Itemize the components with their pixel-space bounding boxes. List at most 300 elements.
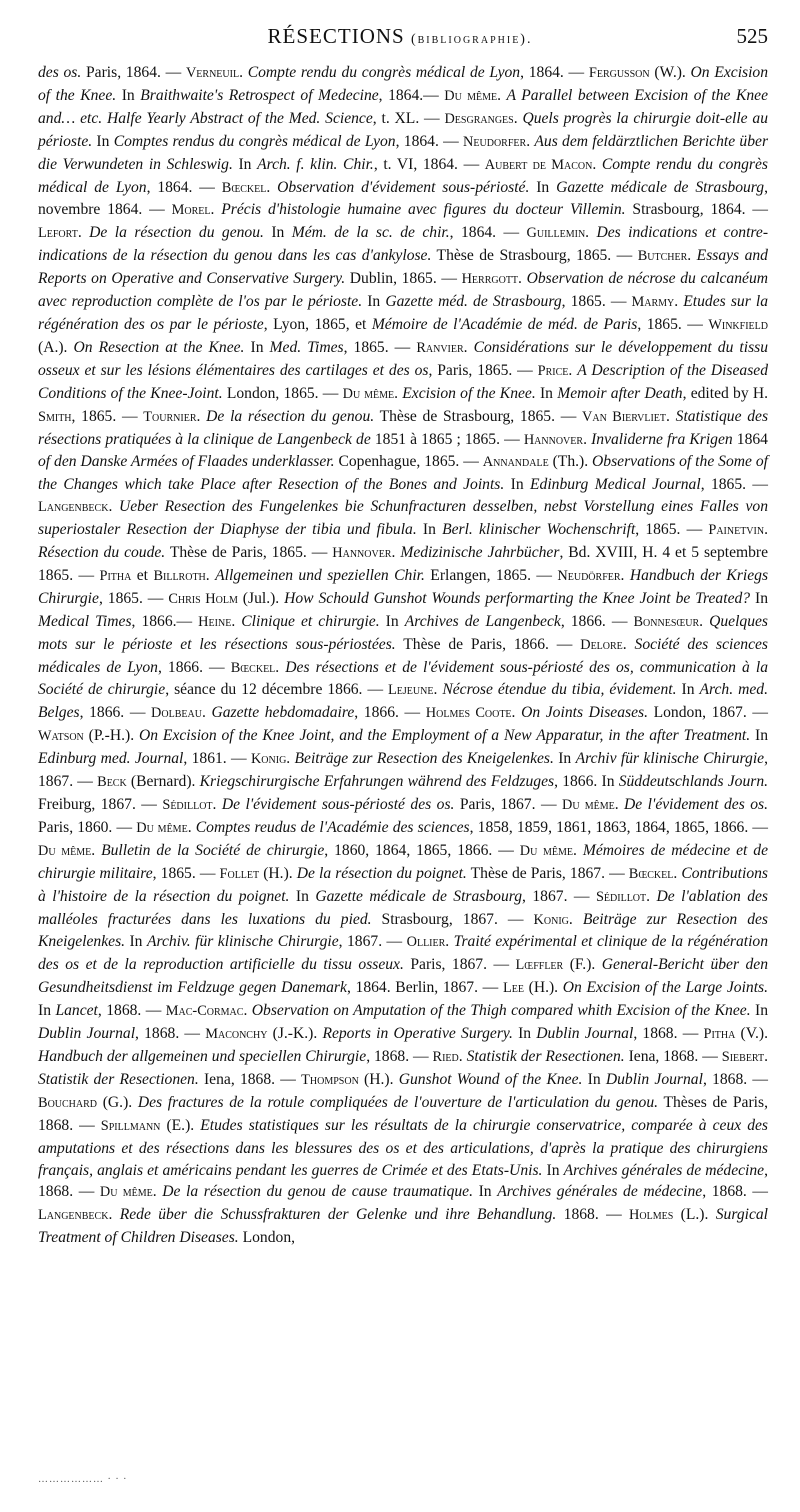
plain-text: , novembre 1864. — bbox=[38, 178, 768, 219]
plain-text: , 1865. — bbox=[343, 338, 417, 356]
plain-text: In bbox=[289, 887, 316, 905]
author-name: Lejeune bbox=[388, 682, 434, 699]
author-name: Van Biervliet bbox=[582, 408, 667, 425]
italic-title: Mém. de la sc. de chir. bbox=[291, 224, 450, 242]
italic-title: Observation d'évidement sous-périosté. bbox=[277, 178, 530, 196]
plain-text: Copenhague, 1865. — bbox=[334, 453, 483, 471]
author-name: Du même bbox=[561, 797, 615, 813]
author-name: Smith bbox=[38, 408, 72, 425]
plain-text: . bbox=[187, 818, 196, 836]
plain-text: 1851 à 1865 ; 1865. — bbox=[370, 430, 524, 448]
italic-title: How Schould Gunshot Wounds performarting the Knee Joint be Treated? bbox=[284, 589, 751, 607]
author-name: Painetvin bbox=[708, 522, 765, 539]
italic-title: Invaliderne fra Krigen bbox=[591, 430, 733, 448]
plain-text: In bbox=[582, 1070, 606, 1088]
plain-text: In bbox=[473, 1183, 498, 1201]
plain-text: , 1865. — bbox=[152, 864, 220, 882]
plain-text: (Jul.). bbox=[237, 589, 285, 607]
italic-title: Dublin Journal bbox=[38, 1025, 136, 1043]
plain-text: In bbox=[504, 476, 531, 494]
italic-title: Statistik der Resectionen. bbox=[38, 1070, 199, 1088]
author-name: Beck bbox=[97, 774, 127, 791]
plain-text: . bbox=[620, 566, 630, 584]
author-name: Lefort bbox=[38, 225, 78, 242]
italic-title: De la résection du genou. bbox=[89, 224, 264, 242]
italic-title: Des indications et contre-indications de la résection du genou dans les cas d'ankylose. bbox=[38, 224, 769, 265]
plain-text: , 1864. Berlin, 1867. — bbox=[346, 979, 503, 997]
author-name: Mac-Cormac bbox=[165, 1003, 244, 1020]
italic-title: Archiv. für klinische Chirurgie bbox=[146, 933, 339, 951]
italic-title: Mémoires de médecine et de chirurgie militaire bbox=[38, 841, 769, 882]
plain-text: , séance du 12 décembre 1866. — bbox=[165, 681, 389, 699]
plain-text: (F.). bbox=[563, 956, 602, 974]
plain-text: (L.). bbox=[673, 1206, 716, 1224]
plain-text: Erlangen, 1865. — bbox=[424, 566, 558, 584]
italic-title: Handbuch der allgemeinen und speciellen Chirurgie bbox=[38, 1047, 367, 1065]
author-name: Konig bbox=[533, 911, 569, 928]
italic-title: Lancet bbox=[55, 1002, 98, 1020]
italic-title: Edinburg med. Journal bbox=[38, 750, 184, 768]
italic-title: Excision of the Knee. bbox=[402, 384, 536, 402]
author-name: Delore bbox=[580, 636, 623, 653]
author-name: Hannover bbox=[332, 545, 392, 562]
plain-text: . bbox=[699, 612, 710, 630]
running-title-subtitle: (bibliographie). bbox=[410, 32, 533, 47]
plain-text: , 1864. — bbox=[395, 132, 464, 150]
plain-text: . bbox=[592, 155, 602, 173]
italic-title: Précis d'histologie humaine avec figures du docteur Villemin. bbox=[221, 201, 626, 219]
plain-text: In bbox=[750, 1002, 769, 1020]
plain-text: , 1858, 1859, 1861, 1863, 1864, 1865, 1866. — bbox=[469, 818, 768, 836]
italic-title: Aus dem feldärztlichen Berichte über die Verwundeten in Schleswig. bbox=[38, 132, 769, 173]
author-name: Heine bbox=[198, 613, 232, 630]
plain-text: , 1864. — bbox=[520, 64, 589, 81]
italic-title: On Resection at the Knee. bbox=[73, 338, 245, 356]
plain-text: Strasbourg, 1864. — bbox=[625, 201, 769, 219]
italic-title: Etudes statistiques sur les résultats de la chirurgie conservatrice, comparée à ceux des amputations et des résections dans les blessures des os et des articulations, d'après la pratique des chirurgiens français, anglais et américains pendant les guerres de Crimée et des Etats-Unis. bbox=[38, 1116, 768, 1179]
italic-title: Reports in Operative Surgery. bbox=[322, 1025, 513, 1043]
italic-title: Comptes reudus de l'Académie des sciences bbox=[195, 818, 470, 836]
plain-text: . bbox=[394, 384, 403, 402]
plain-text: In bbox=[750, 727, 769, 745]
plain-text: In bbox=[38, 1002, 56, 1020]
author-name: Langenbeck bbox=[38, 499, 109, 516]
plain-text: In bbox=[542, 1161, 564, 1179]
plain-text: . bbox=[568, 910, 583, 928]
plain-text: Thèse de Paris, 1865. — bbox=[165, 544, 333, 562]
italic-title: Observations of the Some of the Changes which take Place after Resection of the Bones and Joints. bbox=[38, 453, 768, 494]
author-name: Fergusson bbox=[588, 65, 650, 81]
plain-text: . bbox=[622, 635, 635, 653]
plain-text: Thèse de Paris, 1867. — bbox=[466, 864, 629, 882]
author-name: Siebert bbox=[721, 1048, 765, 1065]
plain-text: , 1866. — bbox=[157, 658, 231, 676]
plain-text: , 1868. — bbox=[135, 1025, 206, 1043]
italic-title: Süddeutschlands Journ. bbox=[618, 773, 769, 791]
italic-title: On Excision of the Knee. bbox=[38, 64, 769, 104]
italic-title: Arch. f. klin. Chir. bbox=[257, 155, 374, 173]
author-name: Watson bbox=[38, 728, 84, 745]
italic-title: Ueber Resection des Fungelenkes bie Schunfracturen desselben, nebst Vorstellung eines Falles von superiostaler Resection der Diaphyse der tibia und fibula. bbox=[38, 498, 768, 539]
italic-title: Archives de Langenbeck bbox=[404, 612, 561, 630]
plain-text: Paris, 1867. — bbox=[454, 796, 562, 813]
plain-text: . bbox=[445, 933, 454, 951]
plain-text: , 1866. In bbox=[554, 773, 619, 791]
plain-text: . bbox=[497, 86, 507, 104]
plain-text: In bbox=[416, 521, 443, 539]
bibliography-text bbox=[38, 62, 768, 1249]
author-name: Butcher bbox=[637, 248, 688, 265]
plain-text: . bbox=[205, 566, 216, 584]
author-name: Ollier bbox=[406, 934, 446, 951]
plain-text: , 1864. — bbox=[146, 178, 222, 196]
plain-text: . bbox=[201, 704, 212, 722]
plain-text: . bbox=[568, 361, 578, 379]
author-name: Du même bbox=[38, 842, 92, 859]
italic-title: Nécrose étendue du tibia, évidement. bbox=[442, 681, 677, 699]
plain-text: In bbox=[553, 750, 576, 768]
plain-text: , 1867. — bbox=[522, 887, 596, 905]
author-name: Bœckel bbox=[230, 659, 276, 676]
author-name: Lee bbox=[502, 980, 524, 997]
plain-text: , 1868. — bbox=[702, 1070, 768, 1088]
plain-text: In bbox=[244, 338, 270, 356]
plain-text: , 1866. — bbox=[79, 704, 152, 722]
author-name: Spillmann bbox=[100, 1117, 161, 1134]
plain-text: . bbox=[463, 338, 474, 356]
author-name: Du même bbox=[136, 819, 188, 836]
italic-title: On Joints Diseases. bbox=[521, 704, 648, 722]
plain-text: (G.). bbox=[97, 1093, 138, 1111]
author-name: Pitha bbox=[99, 567, 132, 584]
plain-text: . bbox=[243, 1002, 252, 1020]
plain-text: , 1861. — bbox=[183, 750, 251, 768]
author-name: Herrgott bbox=[461, 271, 519, 288]
plain-text: (W.). bbox=[649, 64, 691, 81]
author-name: Annandale bbox=[482, 454, 549, 471]
plain-text: , 1864. — bbox=[449, 224, 527, 242]
italic-title: Beiträge zur Resection des Kneigelenkes. bbox=[294, 750, 554, 768]
plain-text: . bbox=[585, 224, 597, 242]
plain-text: . bbox=[196, 407, 207, 425]
italic-title: Handbuch der Kriegs Chirurgie bbox=[38, 566, 769, 607]
author-name: Neudorfer bbox=[463, 133, 527, 150]
plain-text: (A.). bbox=[38, 338, 74, 356]
italic-title: Bulletin de la Société de chirurgie bbox=[101, 841, 325, 859]
italic-title: Observation de nécrose du calcanéum avec reproduction complète de l'os par le périoste. bbox=[38, 270, 768, 311]
plain-text: , t. XL. — bbox=[372, 109, 445, 127]
plain-text: Paris, 1864. — bbox=[86, 64, 186, 81]
plain-text: 1864 bbox=[732, 430, 768, 448]
italic-title: Quels progrès la chirurgie doit-elle au périoste. bbox=[38, 109, 768, 150]
italic-title: De l'évidement des os. bbox=[624, 796, 768, 813]
italic-title: On Excision of the Large Joints. bbox=[562, 979, 769, 997]
plain-text: In bbox=[529, 178, 557, 196]
plain-text: London, bbox=[238, 1229, 296, 1247]
plain-text: Paris, 1867. — bbox=[403, 956, 516, 974]
plain-text: , 1868. — bbox=[97, 1002, 166, 1020]
plain-text: Dublin, 1865. — bbox=[345, 270, 462, 288]
italic-title: Société des sciences médicales de Lyon bbox=[38, 635, 769, 676]
author-name: Winkfield bbox=[708, 316, 768, 333]
author-name: Chris Holm bbox=[168, 590, 238, 607]
author-name: Konig bbox=[250, 751, 287, 768]
plain-text: (J.-K.). bbox=[267, 1025, 323, 1043]
plain-text: London, 1865. — bbox=[222, 384, 343, 402]
plain-text: . bbox=[518, 270, 527, 288]
plain-text: In bbox=[125, 933, 147, 951]
italic-title: Des résections et de l'évidement sous-périosté des os, communication à la Société de chirurgie bbox=[38, 658, 769, 699]
italic-title: Gazette méd. de Strasbourg bbox=[385, 293, 562, 311]
italic-title: A Description of the Diseased Conditions of the Knee-Joint. bbox=[38, 361, 768, 402]
italic-title: Clinique et chirurgie. bbox=[241, 612, 380, 630]
plain-text: In bbox=[676, 681, 700, 699]
plain-text: In bbox=[750, 589, 768, 607]
italic-title: Surgical Treatment of Children Diseases. bbox=[38, 1206, 768, 1247]
footer-marks: ……………… · · · bbox=[38, 1474, 128, 1485]
author-name: Sédillot bbox=[595, 888, 647, 905]
plain-text: . bbox=[687, 247, 697, 265]
author-name: Aubert de Macon bbox=[484, 156, 593, 173]
plain-text: , 1865. — bbox=[637, 315, 709, 333]
page-number: 525 bbox=[736, 24, 768, 48]
plain-text: (V.). bbox=[735, 1025, 768, 1043]
author-name: Neudörfer bbox=[557, 567, 621, 584]
plain-text: In bbox=[116, 86, 141, 104]
author-name: Bouchard bbox=[38, 1094, 98, 1111]
plain-text: Freiburg, 1867. — bbox=[38, 796, 163, 813]
italic-title: Archiv für klinische Chirurgie bbox=[575, 750, 765, 768]
italic-title: On Excision of the Knee Joint, and the Employment of a New Apparatur, in the after Treatment. bbox=[139, 727, 751, 745]
italic-title: Beiträge zur Resection des Kneigelenkes. bbox=[38, 910, 768, 951]
plain-text: Strasbourg, 1867. — bbox=[371, 910, 534, 928]
italic-title: Berl. klinischer Wochenschrift bbox=[442, 521, 636, 539]
italic-title: A Parallel between Excision of the Knee and… etc. Halfe Yearly Abstract of the Med. Science bbox=[38, 86, 769, 127]
italic-title: Gazette médicale de Strasbourg bbox=[315, 887, 523, 905]
plain-text: In bbox=[92, 132, 114, 150]
author-name: Holmes Coote bbox=[425, 705, 512, 722]
italic-title: Gazette médicale de Strasbourg bbox=[556, 178, 765, 196]
plain-text: , 1864.— bbox=[378, 86, 445, 104]
italic-title: Statistik der Resectionen. bbox=[466, 1047, 625, 1065]
plain-text: (H.). bbox=[358, 1070, 399, 1088]
author-name: Ranvier bbox=[416, 339, 464, 356]
author-name: Du même bbox=[99, 1184, 153, 1201]
plain-text: . bbox=[764, 1047, 769, 1065]
plain-text: . bbox=[108, 498, 119, 516]
italic-title: Observation on Amputation of the Thigh compared whith Excision of the Knee. bbox=[251, 1002, 751, 1020]
italic-title: De la résection du genou de cause traumatique. bbox=[162, 1183, 474, 1201]
plain-text: . bbox=[266, 178, 278, 196]
plain-text: , 1866. — bbox=[560, 612, 634, 630]
running-title bbox=[0, 24, 800, 49]
plain-text: . bbox=[511, 704, 522, 722]
italic-title: Statistique des résections pratiquées à la clinique de Langenbeck de bbox=[38, 407, 769, 448]
plain-text: . bbox=[231, 612, 242, 630]
plain-text: , 1866. — bbox=[354, 704, 426, 722]
italic-title: Gazette hebdomadaire bbox=[211, 704, 355, 722]
author-name: Verneuil bbox=[185, 65, 240, 81]
author-name: Maconchy bbox=[205, 1026, 268, 1043]
plain-text: (H.). bbox=[523, 979, 563, 997]
plain-text: . bbox=[212, 796, 222, 813]
italic-title: Considérations sur le développement du tissu osseux et sur les lésions élémentaires des cartilages et des os bbox=[38, 338, 769, 379]
italic-title: General-Bericht über den Gesundheitsdienst im Feldzuge gegen Danemark bbox=[38, 956, 769, 997]
italic-title: des os. bbox=[38, 64, 86, 81]
author-name: Du même bbox=[519, 842, 574, 859]
author-name: Billroth bbox=[153, 567, 206, 584]
plain-text: . bbox=[275, 658, 286, 676]
plain-text: In bbox=[512, 1025, 537, 1043]
italic-title: Edinburg Medical Journal bbox=[530, 476, 701, 494]
author-name: Lœffler bbox=[515, 957, 564, 974]
italic-title: Etudes sur la régénération des os par le périoste bbox=[38, 293, 768, 333]
author-name: Thompson bbox=[301, 1071, 359, 1088]
plain-text: , 1865. — bbox=[561, 293, 632, 311]
plain-text: , edited by H. bbox=[682, 384, 769, 402]
plain-text: Thèse de Paris, 1866. — bbox=[395, 635, 581, 653]
plain-text: London, 1867. — bbox=[647, 704, 768, 722]
author-name: Follet bbox=[219, 865, 260, 882]
plain-text: . bbox=[573, 841, 583, 859]
plain-text: In bbox=[232, 155, 258, 173]
plain-text: , 1868. — bbox=[633, 1025, 704, 1043]
plain-text: . bbox=[286, 750, 295, 768]
author-name: Bœckel bbox=[628, 865, 674, 882]
plain-text: , 1868. — bbox=[38, 1161, 768, 1201]
plain-text: . bbox=[666, 407, 676, 425]
plain-text: , 1865. — bbox=[98, 589, 169, 607]
italic-title: De l'ablation des malléoles fracturées dans les luxations du pied. bbox=[38, 887, 768, 928]
italic-title: Rede über die Schussfrakturen der Gelenke und ihre Behandlung. bbox=[119, 1206, 557, 1224]
author-name: Bœckel bbox=[221, 179, 267, 196]
author-name: Langenbeck bbox=[38, 1207, 109, 1224]
italic-title: Contributions à l'histoire de la résection du poignet. bbox=[38, 864, 768, 905]
italic-title: Résection du coude. bbox=[38, 544, 166, 562]
italic-title: Archives générales de médecine bbox=[563, 1161, 765, 1179]
italic-title: Archives générales de médecine bbox=[497, 1183, 703, 1201]
plain-text: . bbox=[391, 544, 401, 562]
plain-text: 1868. — bbox=[556, 1206, 630, 1224]
plain-text: Thèse de Strasbourg, 1865. — bbox=[374, 407, 583, 425]
plain-text: , 1867. — bbox=[38, 750, 768, 791]
plain-text: . bbox=[91, 841, 102, 859]
italic-title: Med. Times bbox=[269, 338, 344, 356]
author-name: Ried bbox=[432, 1048, 459, 1065]
author-name: Tournier bbox=[143, 408, 197, 425]
author-name: Bonnesœur bbox=[633, 613, 700, 630]
plain-text: et bbox=[131, 566, 154, 584]
plain-text: , 1860, 1864, 1865, 1866. — bbox=[324, 841, 520, 859]
plain-text: , 1868. — bbox=[366, 1047, 433, 1065]
italic-title: Braithwaite's Retrospect of Medecine bbox=[140, 86, 379, 104]
plain-text: Thèse de Strasbourg, 1865. — bbox=[431, 247, 638, 265]
italic-title: of den Danske Armées of Flaades underklasser. bbox=[38, 453, 335, 471]
author-name: Sédillot bbox=[162, 797, 213, 813]
italic-title: Dublin Journal bbox=[536, 1025, 634, 1043]
plain-text: , 1868. — bbox=[702, 1183, 768, 1201]
plain-text: . bbox=[239, 64, 248, 81]
italic-title: Arch. med. Belges bbox=[38, 681, 768, 722]
running-title-main: RÉSECTIONS bbox=[267, 24, 405, 48]
plain-text: (H.). bbox=[259, 864, 297, 882]
italic-title: Memoir after Death bbox=[557, 384, 683, 402]
author-name: Hannover bbox=[523, 431, 584, 448]
italic-title: Comptes rendus du congrès médical de Lyon bbox=[113, 132, 396, 150]
italic-title: Des fractures de la rotule compliquées de l'ouverture de l'articulation du genou. bbox=[137, 1093, 659, 1111]
plain-text: In bbox=[263, 224, 292, 242]
author-name: Guillemin bbox=[526, 225, 586, 242]
plain-text: , Bd. XVIII, H. 4 et 5 septembre 1865. — bbox=[38, 544, 769, 584]
plain-text: Iena, 1868. — bbox=[624, 1047, 722, 1065]
plain-text: . bbox=[673, 864, 682, 882]
page-header bbox=[0, 24, 800, 52]
plain-text: . bbox=[433, 681, 443, 699]
plain-text: . bbox=[77, 224, 90, 242]
plain-text: . bbox=[458, 1047, 467, 1065]
plain-text: (E.). bbox=[160, 1116, 201, 1134]
plain-text: Thèses de Paris, 1868. — bbox=[38, 1093, 768, 1134]
italic-title: Compte rendu du congrès médical de Lyon bbox=[247, 64, 521, 81]
plain-text: , 1867. — bbox=[338, 933, 407, 951]
plain-text: . bbox=[646, 887, 657, 905]
plain-text: (P.-H.). bbox=[83, 727, 139, 745]
author-name: Du même bbox=[342, 385, 395, 402]
plain-text: . bbox=[614, 796, 625, 813]
author-name: Morel bbox=[171, 202, 211, 219]
plain-text: . bbox=[210, 201, 222, 219]
author-name: Pitha bbox=[703, 1026, 736, 1043]
plain-text: , Lyon, 1865, et bbox=[263, 315, 372, 333]
italic-title: Kriegschirurgische Erfahrungen während des Feldzuges bbox=[199, 773, 555, 791]
italic-title: Traité expérimental et clinique de la régénération des os et de la reproduction artificielle du tissu osseux. bbox=[38, 933, 768, 974]
italic-title: Gunshot Wound of the Knee. bbox=[398, 1070, 583, 1088]
plain-text: , Paris, 1865. — bbox=[428, 361, 538, 379]
plain-text: , t. VI, 1864. — bbox=[373, 155, 485, 173]
plain-text: , 1865. — bbox=[635, 521, 709, 539]
plain-text: Paris, 1860. — bbox=[38, 818, 137, 836]
author-name: Marmy bbox=[631, 294, 675, 311]
italic-title: De la résection du poignet. bbox=[296, 864, 467, 882]
plain-text: . bbox=[526, 132, 535, 150]
plain-text: , 1865. — bbox=[700, 476, 768, 494]
author-name: Du même bbox=[444, 87, 498, 104]
italic-title: Allgemeinen und speziellen Chir. bbox=[215, 566, 425, 584]
italic-title: Quelques mots sur le périoste et les résections sous-périostées. bbox=[38, 612, 769, 653]
author-name: Holmes bbox=[629, 1207, 674, 1224]
plain-text: In bbox=[362, 293, 386, 311]
plain-text: , 1865. — bbox=[71, 407, 144, 425]
plain-text: (Th.). bbox=[548, 453, 593, 471]
plain-text: In bbox=[535, 384, 558, 402]
italic-title: Compte rendu du congrès médical de Lyon bbox=[38, 155, 768, 196]
author-name: Dolbeau bbox=[151, 705, 202, 722]
italic-title: Medical Times bbox=[38, 612, 132, 630]
italic-title: Essays and Reports on Operative and Conservative Surgery. bbox=[38, 247, 768, 288]
plain-text: . bbox=[674, 293, 684, 311]
plain-text: (Bernard). bbox=[126, 773, 200, 791]
italic-title: Mémoire de l'Académie de méd. de Paris bbox=[371, 315, 638, 333]
italic-title: De l'évidement sous-périosté des os. bbox=[221, 796, 455, 813]
plain-text: . bbox=[108, 1206, 120, 1224]
italic-title: De la résection du genou. bbox=[206, 407, 375, 425]
plain-text: . bbox=[764, 521, 768, 539]
plain-text: Iena, 1868. — bbox=[198, 1070, 302, 1088]
plain-text: . bbox=[513, 109, 523, 127]
plain-text: , 1866.— bbox=[131, 612, 199, 630]
author-name: Desgranges bbox=[444, 110, 514, 127]
plain-text: In bbox=[379, 612, 405, 630]
